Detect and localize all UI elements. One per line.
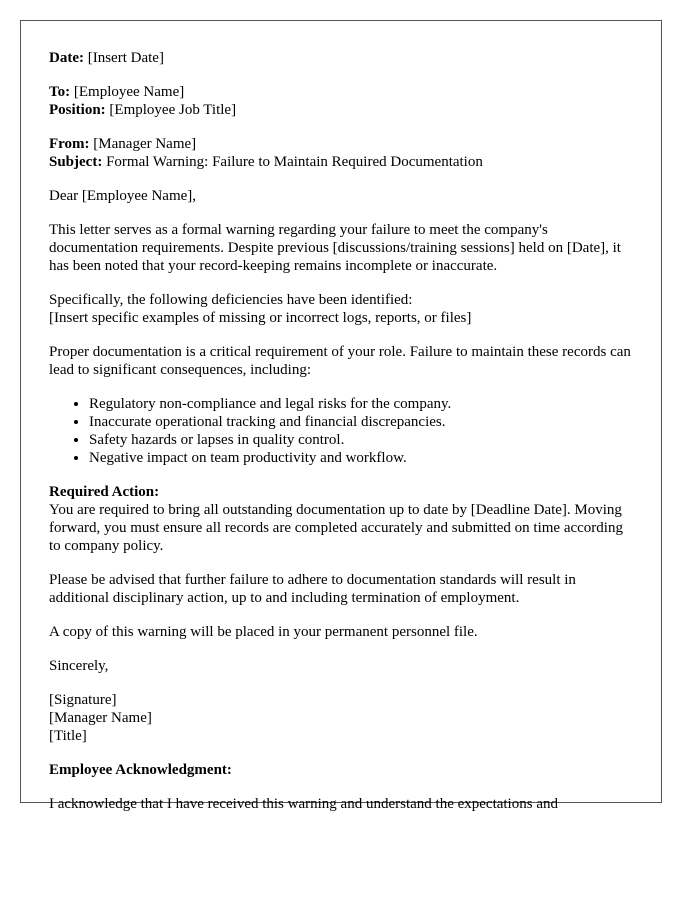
acknowledgment-text: I acknowledge that I have received this warning and understand the expectations and (49, 796, 558, 812)
signature-name: [Manager Name] (49, 710, 152, 726)
subject-label: Subject: (49, 154, 103, 170)
letter-page (20, 20, 662, 812)
required-action-section (49, 483, 633, 555)
required-action-heading: Required Action: (49, 484, 160, 500)
intro-paragraph: This letter serves as a formal warning regarding your failure to meet the company's documentation requirements. Despite previous [discussions/training sessions] held on [Date], it has been noted that your record-keeping remains incomplete or inaccurate. (49, 222, 621, 274)
deficiencies-paragraph (49, 291, 633, 327)
to-label: To: (49, 84, 71, 100)
signature-placeholder: [Signature] (49, 692, 117, 708)
letter-content (21, 21, 633, 813)
copy-paragraph: A copy of this warning will be placed in your permanent personnel file. (49, 624, 478, 640)
acknowledgment-heading (49, 761, 633, 779)
recipient-block (49, 83, 633, 119)
from-label: From: (49, 136, 90, 152)
subject-value: Formal Warning: Failure to Maintain Required Documentation (102, 154, 483, 170)
date-value: [Insert Date] (83, 50, 164, 66)
acknowledgment-heading-text: Employee Acknowledgment: (49, 762, 232, 778)
date-label: Date: (49, 50, 84, 66)
list-item: • Safety hazards or lapses in quality control. (89, 431, 633, 449)
position-line (49, 101, 633, 119)
closing: Sincerely, (49, 658, 109, 674)
list-item: • Regulatory non-compliance and legal risks for the company. (89, 395, 633, 413)
position-label: Position: (49, 102, 106, 118)
from-line (49, 135, 633, 153)
required-action-text: You are required to bring all outstanding documentation up to date by [Deadline Date]. Moving forward, you must ensure all records are completed accurately and submitted on time according to company policy. (49, 502, 623, 554)
consequences-list (49, 395, 633, 467)
sender-block (49, 135, 633, 171)
subject-line (49, 153, 633, 171)
list-item: • Negative impact on team productivity and workflow. (89, 449, 633, 467)
from-value: [Manager Name] (89, 136, 197, 152)
advisory-paragraph: Please be advised that further failure to adhere to documentation standards will result in additional disciplinary action, up to and including termination of employment. (49, 572, 576, 606)
list-item: • Inaccurate operational tracking and financial discrepancies. (89, 413, 633, 431)
to-value: [Employee Name] (70, 84, 185, 100)
to-line (49, 83, 633, 101)
position-value: [Employee Job Title] (105, 102, 237, 118)
deficiencies-placeholder: [Insert specific examples of missing or incorrect logs, reports, or files] (49, 310, 472, 326)
importance-paragraph: Proper documentation is a critical requirement of your role. Failure to maintain these records can lead to significant consequences, including: (49, 344, 631, 378)
salutation: Dear [Employee Name], (49, 188, 197, 204)
deficiencies-intro: Specifically, the following deficiencies have been identified: (49, 292, 413, 308)
date-line (49, 49, 633, 67)
signature-block (49, 691, 633, 745)
signature-title: [Title] (49, 728, 87, 744)
